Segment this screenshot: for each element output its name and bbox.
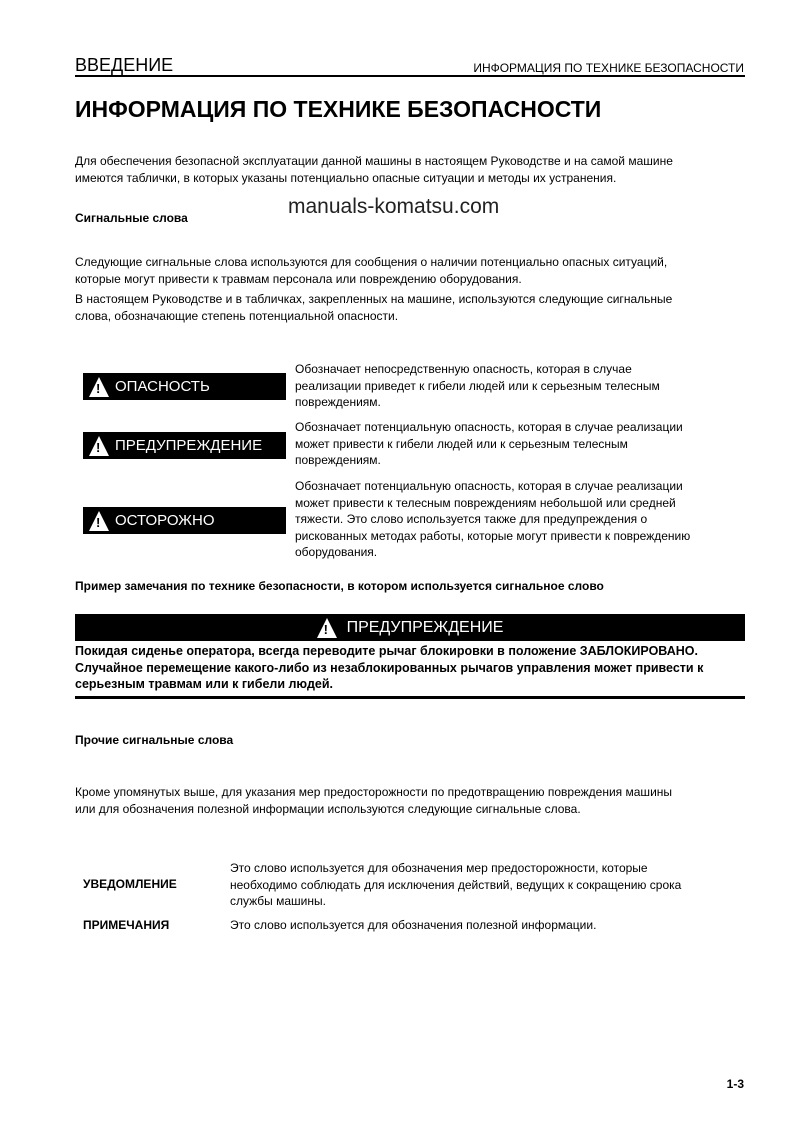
example-warning-bar: [75, 614, 745, 641]
signal-paragraph-1: Следующие сигнальные слова используются для сообщения о наличии потенциально опасных ситуаций, которые могут привести к травмам персонала или повреждению оборудования.: [75, 255, 668, 286]
running-title: ИНФОРМАЦИЯ ПО ТЕХНИКЕ БЕЗОПАСНОСТИ: [473, 61, 744, 75]
signal-label: ОСТОРОЖНО: [115, 512, 215, 529]
caution-label: [83, 507, 286, 534]
section-header: ВВЕДЕНИЕ: [75, 55, 174, 75]
watermark: manuals-komatsu.com: [288, 195, 500, 218]
warning-triangle-icon: [89, 436, 109, 456]
signal-words-heading: Сигнальные слова: [75, 211, 188, 225]
example-rule: [75, 696, 745, 699]
warning-triangle-icon: [89, 511, 109, 531]
notice-description: Это слово используется для обозначения мер предосторожности, которые необходимо соблюдать для исключения действий, ведущих к сокращению срока службы машины.: [230, 861, 682, 908]
note-label: ПРИМЕЧАНИЯ: [83, 918, 170, 932]
intro-text: Для обеспечения безопасной эксплуатации данной машины в настоящем Руководстве и на самой машине имеются таблички, в которых указаны потенциально опасные ситуации и методы их устранения.: [75, 154, 673, 185]
warning-description: Обозначает потенциальную опасность, которая в случае реализации может привести к гибели людей или к серьезным телесным повреждениям.: [295, 420, 683, 467]
danger-description: Обозначает непосредственную опасность, которая в случае реализации приведет к гибели людей или к серьезным телесным повреждениям.: [295, 362, 660, 409]
example-heading: Пример замечания по технике безопасности, в котором используется сигнальное слово: [75, 579, 604, 593]
other-heading: Прочие сигнальные слова: [75, 733, 234, 747]
page-number: 1-3: [726, 1077, 744, 1091]
signal-label: ПРЕДУПРЕЖДЕНИЕ: [115, 437, 263, 454]
note-description: Это слово используется для обозначения полезной информации.: [230, 918, 597, 932]
page-title: ИНФОРМАЦИЯ ПО ТЕХНИКЕ БЕЗОПАСНОСТИ: [75, 96, 602, 122]
warning-label: [83, 432, 286, 459]
header-rule: [75, 75, 745, 77]
warning-triangle-icon: [317, 618, 337, 638]
other-paragraph: Кроме упомянутых выше, для указания мер предосторожности по предотвращению повреждения машины или для обозначения полезной информации используются следующие сигнальные слова.: [75, 785, 673, 816]
signal-label: ОПАСНОСТЬ: [115, 378, 210, 395]
signal-paragraph-2: В настоящем Руководстве и в табличках, закрепленных на машине, используются следующие сигнальные слова, обозначающие степень потенциальной опасности.: [75, 292, 673, 323]
warning-triangle-icon: [89, 377, 109, 397]
caution-description: Обозначает потенциальную опасность, которая в случае реализации может привести к телесным повреждениям небольшой или средней тяжести. Это слово используется также для предупреждения о рискованных методах работы, которые могут привести к повреждению оборудования.: [295, 479, 691, 559]
example-label: ПРЕДУПРЕЖДЕНИЕ: [346, 618, 504, 636]
example-text: Покидая сиденье оператора, всегда переводите рычаг блокировки в положение ЗАБЛОКИРОВАНО. Случайное перемещение какого-либо из незаблокированных рычагов управления может привести к серьезным травмам или к гибели людей.: [75, 644, 704, 691]
danger-label: [83, 373, 286, 400]
notice-label: УВЕДОМЛЕНИЕ: [83, 877, 177, 891]
